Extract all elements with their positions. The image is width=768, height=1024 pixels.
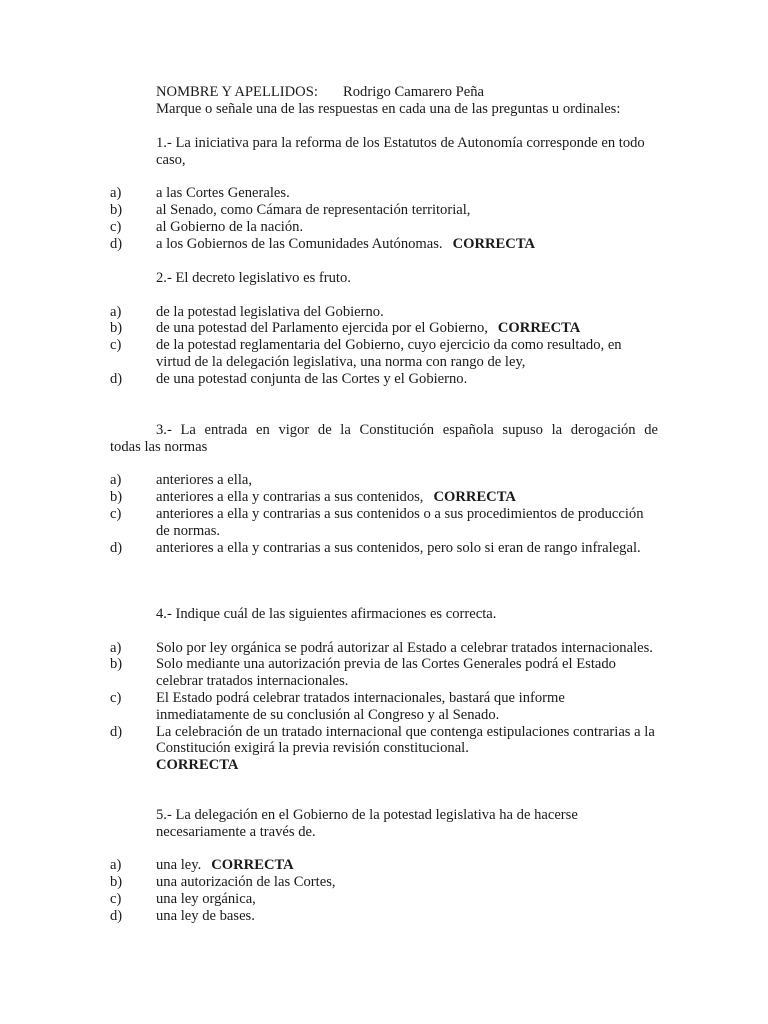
student-name-line: [156, 84, 676, 101]
exam-header: [156, 84, 676, 118]
options-list: [110, 304, 658, 388]
options-list: [110, 857, 658, 924]
question-4: [110, 606, 658, 774]
correct-marker: CORRECTA: [497, 320, 581, 337]
option-letter: d): [110, 723, 123, 740]
option-letter: d): [110, 539, 123, 556]
option-text: de una potestad conjunta de las Cortes y el Gobierno.: [156, 370, 468, 387]
correct-marker: CORRECTA: [156, 757, 239, 774]
option-text: de una potestad del Parlamento ejercida por el Gobierno,: [156, 320, 488, 337]
option-text: anteriores a ella,: [156, 472, 253, 489]
correct-marker: CORRECTA: [433, 489, 516, 506]
option-text: El Estado podrá celebrar tratados internacionales, bastará que informe inmediatamente de su conclusión al Congreso y al Senado.: [156, 689, 565, 723]
options-list: [110, 185, 658, 252]
option-letter: b): [110, 874, 123, 891]
option-b[interactable]: [110, 874, 658, 891]
option-letter: a): [110, 185, 122, 202]
option-d[interactable]: [110, 908, 658, 925]
option-b[interactable]: [110, 489, 658, 506]
option-letter: a): [110, 639, 122, 656]
option-b[interactable]: [110, 656, 658, 690]
correct-marker: CORRECTA: [211, 857, 294, 874]
option-text: al Gobierno de la nación.: [156, 218, 304, 235]
question-text-line-1: 3.- La entrada en vigor de la Constitución española supuso la derogación de: [156, 422, 658, 438]
option-text: al Senado, como Cámara de representación territorial,: [156, 202, 471, 219]
option-text: Solo por ley orgánica se podrá autorizar al Estado a celebrar tratados internacionales.: [156, 639, 653, 656]
option-b[interactable]: [110, 202, 658, 219]
option-text: una autorización de las Cortes,: [156, 874, 336, 891]
option-letter: b): [110, 489, 123, 506]
option-a[interactable]: [110, 304, 658, 321]
question-5: [110, 807, 658, 925]
option-text: anteriores a ella y contrarias a sus contenidos, pero solo si eran de rango infralegal.: [156, 539, 641, 556]
question-text: 2.- El decreto legislativo es fruto.: [156, 270, 351, 286]
option-c[interactable]: [110, 506, 658, 540]
option-letter: c): [110, 218, 122, 235]
option-letter: d): [110, 907, 123, 924]
option-d[interactable]: [110, 371, 658, 388]
option-text: a los Gobiernos de las Comunidades Autónomas.: [156, 235, 443, 252]
option-letter: a): [110, 857, 122, 874]
question-text: 1.- La iniciativa para la reforma de los Estatutos de Autonomía corresponde en todo caso,: [156, 135, 645, 168]
option-letter: b): [110, 202, 123, 219]
option-letter: c): [110, 890, 122, 907]
option-letter: a): [110, 472, 122, 489]
option-letter: d): [110, 370, 123, 387]
options-list: [110, 472, 658, 556]
option-letter: b): [110, 320, 123, 337]
option-d[interactable]: [110, 724, 658, 774]
option-letter: c): [110, 505, 122, 522]
option-c[interactable]: [110, 219, 658, 236]
instructions: Marque o señale una de las respuestas en cada una de las preguntas u ordinales:: [156, 100, 621, 117]
option-a[interactable]: [110, 472, 658, 489]
correct-marker: CORRECTA: [452, 235, 536, 252]
name-label: NOMBRE Y APELLIDOS:: [156, 84, 318, 100]
option-text: anteriores a ella y contrarias a sus contenidos,: [156, 489, 424, 506]
option-d[interactable]: [110, 540, 658, 557]
option-text: La celebración de un tratado internacional que contenga estipulaciones contrarias a la Constitución exigirá la previa revisión constitucional.: [156, 723, 655, 757]
options-list: [110, 640, 658, 774]
question-text-line-2: todas las normas: [110, 438, 208, 455]
option-letter: b): [110, 656, 123, 673]
question-3: [110, 422, 658, 556]
option-letter: c): [110, 689, 122, 706]
option-text: una ley.: [156, 857, 202, 874]
option-text: de la potestad reglamentaria del Gobierno, cuyo ejercicio da como resultado, en virtud de la delegación legislativa, una norma con rango de ley,: [156, 337, 622, 370]
question-text: 4.- Indique cuál de las siguientes afirmaciones es correcta.: [156, 606, 497, 622]
option-c[interactable]: [110, 690, 658, 724]
option-text: una ley orgánica,: [156, 890, 256, 907]
option-a[interactable]: [110, 640, 658, 657]
option-letter: c): [110, 337, 122, 354]
question-text: 5.- La delegación en el Gobierno de la potestad legislativa ha de hacerse necesariamente a través de.: [156, 807, 578, 840]
option-d[interactable]: [110, 236, 658, 253]
option-text: de la potestad legislativa del Gobierno.: [156, 303, 384, 320]
student-name: Rodrigo Camarero Peña: [343, 84, 485, 100]
option-letter: d): [110, 235, 123, 252]
question-1: [110, 135, 658, 253]
option-c[interactable]: [110, 891, 658, 908]
option-text: Solo mediante una autorización previa de las Cortes Generales podrá el Estado celebrar tratados internacionales.: [156, 656, 616, 690]
option-a[interactable]: [110, 857, 658, 874]
option-a[interactable]: [110, 185, 658, 202]
option-text: a las Cortes Generales.: [156, 185, 290, 202]
option-c[interactable]: [110, 337, 658, 371]
option-text: una ley de bases.: [156, 907, 255, 924]
question-2: [110, 270, 658, 388]
option-letter: a): [110, 303, 122, 320]
option-b[interactable]: [110, 320, 658, 337]
option-text: anteriores a ella y contrarias a sus contenidos o a sus procedimientos de producción de normas.: [156, 505, 644, 539]
